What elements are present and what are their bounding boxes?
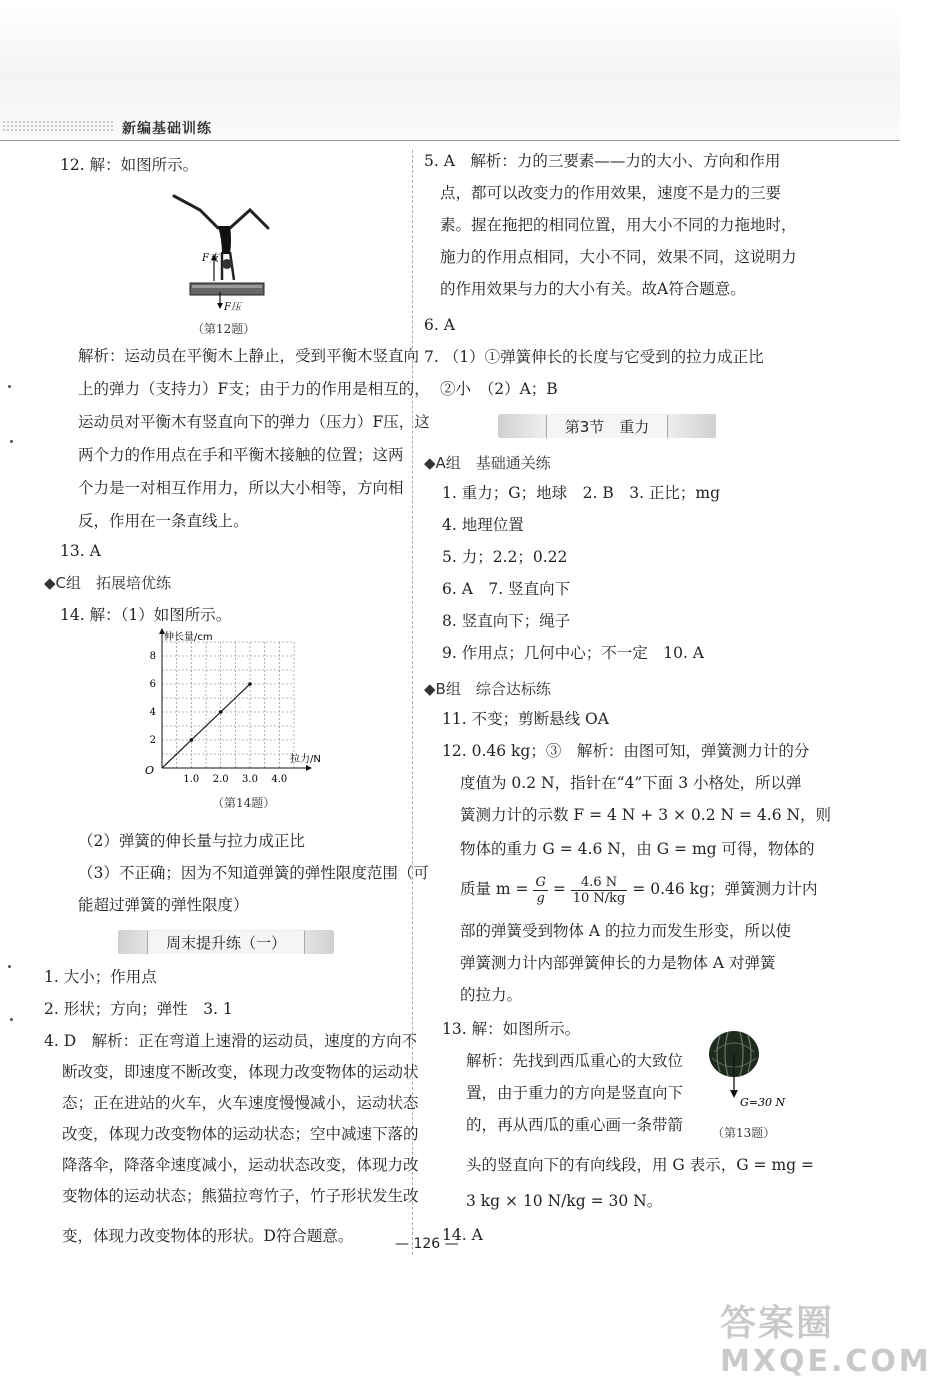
b14-answer: 14. A	[442, 1226, 483, 1244]
section-gravity-banner	[498, 414, 716, 438]
header-title: 新编基础训练	[122, 121, 212, 137]
y-tick-label: 4	[149, 707, 156, 718]
f-support-label: F支	[202, 253, 219, 264]
weekend-practice-banner	[118, 930, 334, 954]
group-c-label: C组 拓展培优练	[55, 574, 172, 592]
w5-line: 点，都可以改变力的作用效果，速度不是力的三要	[440, 184, 782, 202]
group-b-heading: ◆B组 综合达标练	[424, 680, 551, 698]
y-axis-label: 伸长量/cm	[164, 632, 213, 643]
w4-line: 降落伞，降落伞速度减小，运动状态改变，体现力改	[62, 1156, 419, 1174]
header-dot-pattern	[2, 120, 114, 132]
b12-line: 部的弹簧受到物体 A 的拉力而发生形变，所以使	[460, 922, 792, 940]
group-a-label: A组 基础通关练	[435, 454, 551, 472]
watermark-line-1: 答案圈	[720, 1303, 835, 1344]
y-tick-label: 6	[149, 679, 156, 690]
group-a-heading: ◆A组 基础通关练	[424, 454, 551, 472]
mass-suffix: = 0.46 kg；弹簧测力计内	[632, 880, 818, 898]
data-point	[190, 738, 194, 742]
b11-answer: 11. 不变；剪断悬线 OA	[442, 710, 609, 728]
w1-answer: 1. 大小；作用点	[44, 968, 157, 986]
q12-analysis-line: 上的弹力（支持力）F支；由于力的作用是相互的，	[78, 380, 430, 398]
column-divider	[412, 150, 413, 1255]
w7-line: 7. （1）①弹簧伸长的长度与它受到的拉力成正比	[424, 348, 764, 366]
watermelon-figure	[706, 1024, 796, 1116]
b13-line: 解析：先找到西瓜重心的大致位	[466, 1052, 684, 1070]
b13-line: 的，再从西瓜的重心画一条带箭	[466, 1116, 684, 1134]
fraction-weight-over-g: $\frac{4.6 N}{10 N/kg}$	[572, 874, 626, 906]
b12-line: 12. 0.46 kg；③ 解析：由图可知，弹簧测力计的分	[442, 742, 810, 760]
b13-heading: 13. 解：如图所示。	[442, 1020, 581, 1038]
a9-answer: 9. 作用点；几何中心；不一定 10. A	[442, 644, 704, 662]
weekend-practice-title: 周末提升练（一）	[147, 931, 305, 954]
q14-heading: 14. 解：（1）如图所示。	[60, 606, 232, 624]
b13-tail-line: 头的竖直向下的有向线段，用 G 表示，G = mg =	[466, 1156, 814, 1174]
w4-line: 断改变，即速度不断改变，体现力改变物体的运动状	[62, 1063, 419, 1081]
a1-answer: 1. 重力；G；地球 2. B 3. 正比；mg	[442, 484, 721, 502]
x-tick-label: 2.0	[212, 774, 229, 785]
gravity-label: G=30 N	[740, 1096, 786, 1109]
x-tick-label: 3.0	[242, 774, 258, 785]
q12-heading: 12. 解：如图所示。	[60, 156, 199, 174]
b12-line: 簧测力计的示数 F = 4 N + 3 × 0.2 N = 4.6 N，则	[460, 806, 832, 824]
w4-line: 态；正在进站的火车，火车速度慢慢减小，运动状态	[62, 1094, 419, 1112]
b12-line: 度值为 0.2 N，指针在“4”下面 3 小格处，所以弹	[460, 774, 802, 792]
figure-13-caption: （第13题）	[712, 1126, 776, 1140]
w5-line: 5. A 解析：力的三要素——力的大小、方向和作用	[424, 152, 781, 170]
a5-answer: 5. 力；2.2；0.22	[442, 548, 568, 566]
q14-line: （2）弹簧的伸长量与拉力成正比	[78, 832, 305, 850]
q12-analysis-line: 运动员对平衡木有竖直向下的弹力（压力）F压，这	[78, 413, 430, 431]
margin-dot	[8, 965, 11, 968]
origin-label: O	[144, 764, 154, 777]
b12-line: 的拉力。	[460, 986, 523, 1004]
mass-prefix: 质量 m =	[460, 880, 529, 898]
figure-12-caption: （第12题）	[192, 322, 256, 336]
extension-force-chart	[140, 630, 340, 790]
margin-dot	[10, 440, 13, 443]
w5-line: 的作用效果与力的大小有关。故A符合题意。	[440, 280, 746, 298]
q14-line: （3）不正确；因为不知道弹簧的弹性限度范围（可	[78, 864, 429, 882]
b12-mass-equation	[460, 872, 818, 906]
w6-answer: 6. A	[424, 316, 455, 334]
w5-line: 施力的作用点相同，大小不同，效果不同，这说明力	[440, 248, 797, 266]
w4-line: 4. D 解析：正在弯道上速滑的运动员，速度的方向不	[44, 1032, 418, 1050]
q14-line: 能超过弹簧的弹性限度）	[78, 896, 249, 914]
watermark-line-2: MXQE.COM	[720, 1344, 932, 1379]
x-axis-arrow	[306, 765, 312, 771]
section-gravity-title: 第3节 重力	[546, 415, 669, 438]
figure-14-caption: （第14题）	[212, 796, 276, 810]
b12-line: 弹簧测力计内部弹簧伸长的力是物体 A 对弹簧	[460, 954, 776, 972]
x-axis-label: 拉力/N	[290, 754, 321, 765]
header-rule	[0, 140, 900, 141]
f-press-label: F压	[224, 302, 241, 313]
margin-dot	[8, 385, 11, 388]
y-tick-label: 8	[149, 651, 156, 662]
q12-analysis-line: 解析：运动员在平衡木上静止，受到平衡木竖直向	[78, 347, 420, 365]
fraction-g-over-g: $\frac{G}{g}$	[535, 874, 546, 906]
data-point	[248, 682, 252, 686]
q12-analysis-line: 个力是一对相互作用力，所以大小相等，方向相	[78, 479, 404, 497]
a4-answer: 4. 地理位置	[442, 516, 524, 534]
a6-answer: 6. A 7. 竖直向下	[442, 580, 571, 598]
group-c-heading: ◆C组 拓展培优练	[44, 574, 172, 592]
q12-analysis-line: 两个力的作用点在手和平衡木接触的位置；这两	[78, 446, 404, 464]
w4-line: 改变，体现力改变物体的运动状态；空中减速下落的	[62, 1125, 419, 1143]
w7-line: ②小 （2）A；B	[440, 380, 558, 398]
y-tick-label: 2	[149, 735, 156, 746]
equals-sign: =	[552, 880, 566, 898]
group-b-label: B组 综合达标练	[435, 680, 551, 698]
b12-line: 物体的重力 G = 4.6 N，由 G = mg 可得，物体的	[460, 840, 815, 858]
page-number: — 126 —	[395, 1236, 459, 1252]
w5-line: 素。握在拖把的相同位置，用大小不同的力拖地时，	[440, 216, 797, 234]
margin-dot	[10, 1018, 13, 1021]
b13-line: 置，由于重力的方向是竖直向下	[466, 1084, 684, 1102]
x-tick-label: 4.0	[271, 774, 288, 785]
data-point	[219, 710, 223, 714]
w4-line: 变物体的运动状态；熊猫拉弯竹子，竹子形状发生改	[62, 1187, 419, 1205]
b13-tail-line: 3 kg × 10 N/kg = 30 N。	[466, 1192, 663, 1210]
x-tick-label: 1.0	[183, 774, 200, 785]
q13-answer: 13. A	[60, 542, 101, 560]
w4-line: 变，体现力改变物体的形状。D符合题意。	[62, 1227, 354, 1245]
gymnast-figure	[170, 188, 280, 313]
q12-analysis-line: 反，作用在一条直线上。	[78, 512, 249, 530]
w2-answer: 2. 形状；方向；弹性 3. 1	[44, 1000, 233, 1018]
watermark-logo	[720, 1295, 932, 1379]
a8-answer: 8. 竖直向下；绳子	[442, 612, 571, 630]
